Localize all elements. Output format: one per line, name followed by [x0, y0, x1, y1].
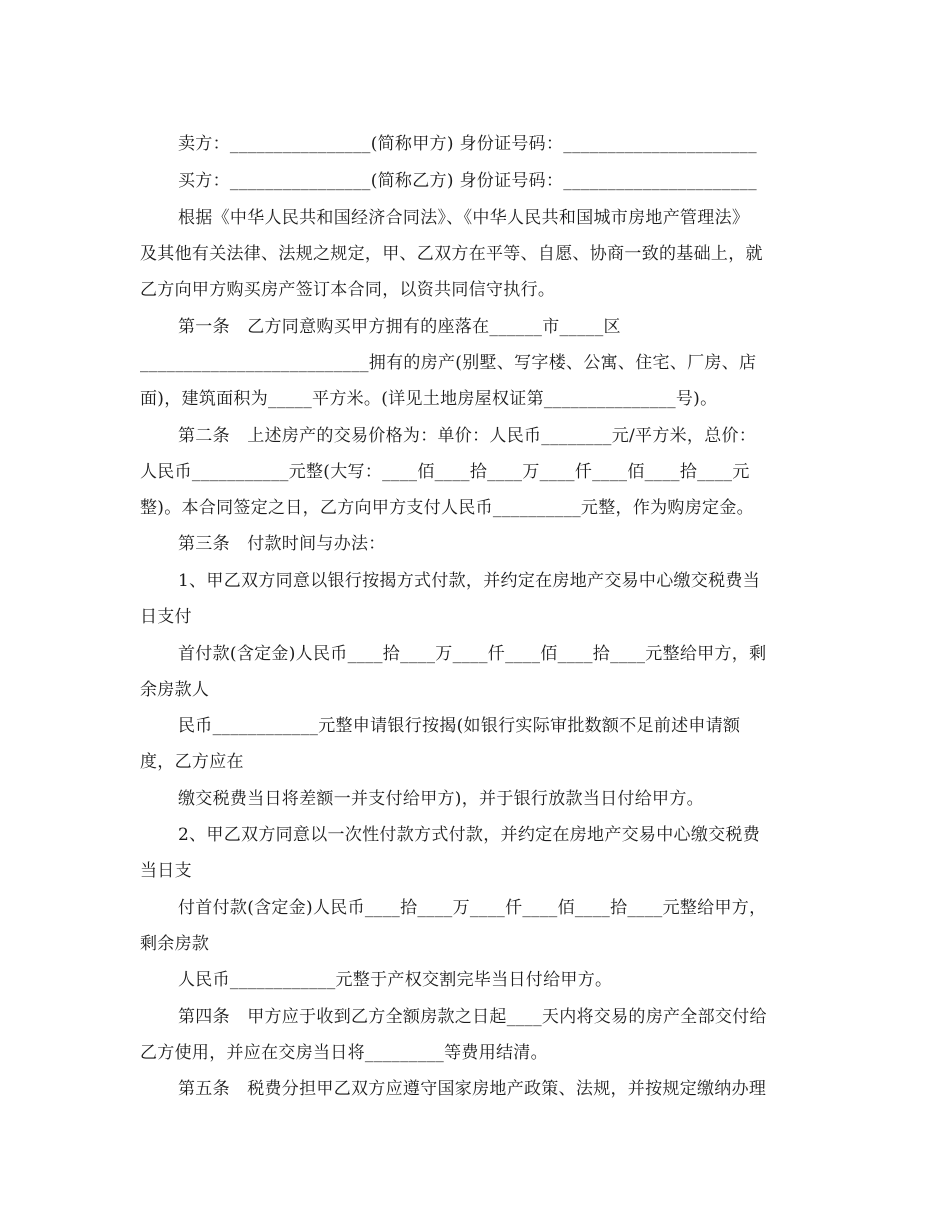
- article-1-line-1: 第一条 乙方同意购买甲方拥有的座落在______市_____区: [178, 317, 621, 337]
- article-3-item-1-line-4: 余房款人: [140, 680, 210, 700]
- article-3-item-1-line-1: 1、甲乙双方同意以银行按揭方式付款，并约定在房地产交易中心缴交税费当: [178, 571, 761, 591]
- article-1-line-3: 面)，建筑面积为_____平方米。(详见土地房屋权证第_______________号)。: [140, 389, 718, 409]
- article-3-item-2-line-4: 剩余房款: [140, 934, 210, 954]
- article-3-heading: 第三条 付款时间与办法：: [178, 534, 386, 554]
- article-3-item-1-line-7: 缴交税费当日将差额一并支付给甲方)，并于银行放款当日付给甲方。: [178, 789, 704, 809]
- article-3-item-1-line-2: 日支付: [140, 607, 192, 627]
- seller-line: 卖方：________________(简称甲方) 身份证号码：______________________: [178, 134, 757, 154]
- article-3-item-2-line-2: 当日支: [140, 861, 192, 881]
- preamble-line-1: 根据《中华人民共和国经济合同法》、《中华人民共和国城市房地产管理法》: [178, 208, 750, 228]
- buyer-line: 买方：________________(简称乙方) 身份证号码：______________________: [178, 171, 757, 191]
- article-2-line-1: 第二条 上述房产的交易价格为：单价：人民币________元/平方米，总价：: [178, 426, 757, 446]
- article-4-line-1: 第四条 甲方应于收到乙方全额房款之日起____天内将交易的房产全部交付给: [178, 1007, 767, 1027]
- article-3-item-1-line-5: 民币____________元整申请银行按揭(如银行实际审批数额不足前述申请额: [178, 716, 741, 736]
- article-3-item-2-line-1: 2、甲乙双方同意以一次性付款方式付款，并约定在房地产交易中心缴交税费: [178, 825, 761, 845]
- article-2-line-3: 整)。本合同签定之日，乙方向甲方支付人民币__________元整，作为购房定金。: [140, 498, 754, 518]
- article-2-line-2: 人民币___________元整(大写：____佰____拾____万____仟____佰____拾____元: [140, 462, 750, 482]
- article-3-item-1-line-3: 首付款(含定金)人民币____拾____万____仟____佰____拾____元整给甲方，剩: [178, 644, 767, 664]
- article-3-item-2-line-5: 人民币____________元整于产权交割完毕当日付给甲方。: [178, 970, 613, 990]
- article-1-line-2: __________________________拥有的房产(别墅、写字楼、公寓、住宅、厂房、店: [140, 353, 757, 373]
- article-3-item-1-line-6: 度，乙方应在: [140, 752, 244, 772]
- preamble-line-3: 乙方向甲方购买房产签订本合同，以资共同信守执行。: [140, 280, 556, 300]
- article-4-line-2: 乙方使用，并应在交房当日将_________等费用结清。: [140, 1043, 548, 1063]
- preamble-line-2: 及其他有关法律、法规之规定，甲、乙双方在平等、自愿、协商一致的基础上，就: [140, 244, 763, 264]
- article-3-item-2-line-3: 付首付款(含定金)人民币____拾____万____仟____佰____拾____元整给甲方，: [178, 898, 767, 918]
- article-5-line-1: 第五条 税费分担甲乙双方应遵守国家房地产政策、法规，并按规定缴纳办理: [178, 1079, 767, 1099]
